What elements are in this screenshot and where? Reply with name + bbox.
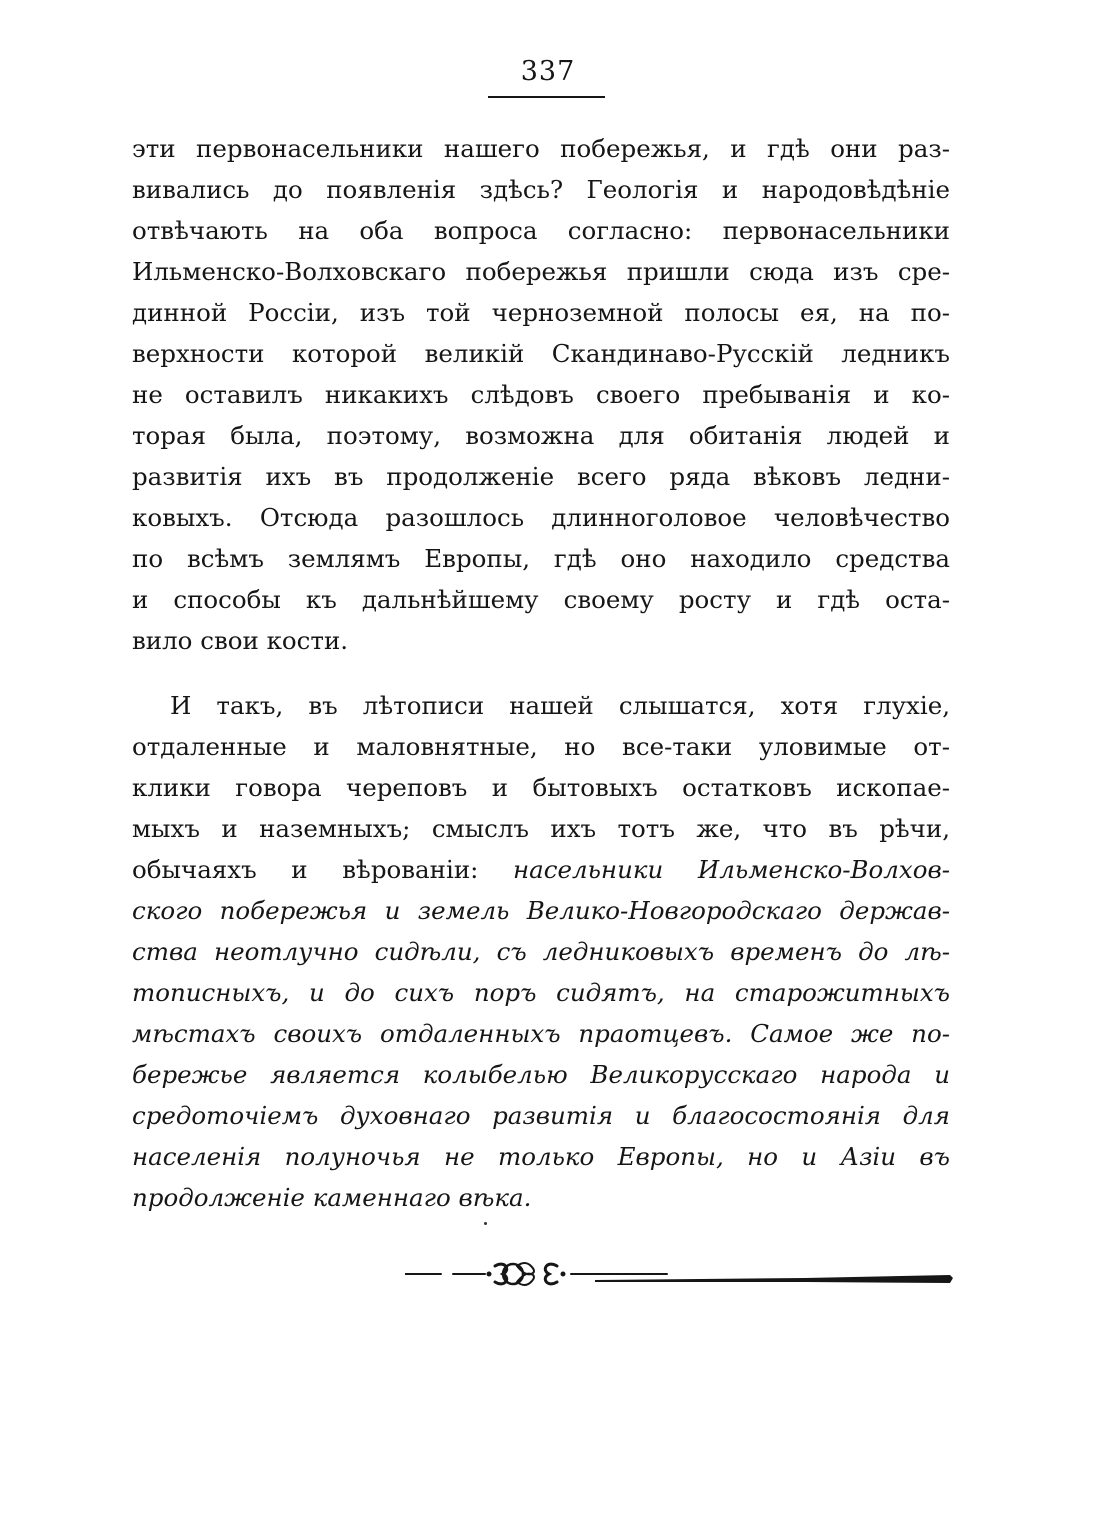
italic-segment: насельники Ильменско-Волхов- [513, 855, 950, 884]
italic-line: тописныхъ, и до сихъ поръ сидятъ, на старожитныхъ [132, 978, 950, 1007]
text-line: динной Россіи, изъ той черноземной полосы ея, на по- [132, 298, 950, 327]
italic-line: мѣстахъ своихъ отдаленныхъ праотцевъ. Самое же по- [132, 1019, 950, 1048]
text-line: ковыхъ. Отсюда разошлось длинноголовое человѣчество [132, 503, 950, 532]
italic-line: ства неотлучно сидѣли, съ ледниковыхъ временъ до лѣ- [132, 937, 950, 966]
paragraph-gap [132, 661, 950, 685]
text-line: вило свои кости. [132, 626, 349, 655]
text-line: клики говора череповъ и бытовыхъ остатковъ ископае- [132, 773, 950, 802]
italic-line: ского побережья и земель Велико-Новгородскаго держав- [132, 896, 950, 925]
text-line-mixed [132, 849, 950, 890]
text-line: отвѣчають на оба вопроса согласно: первонасельники [132, 216, 950, 245]
italic-line: продолженіе каменнаго вѣка. [132, 1183, 532, 1212]
roman-segment: обычаяхъ и вѣрованіи: [132, 855, 514, 884]
text-line: верхности которой великій Скандинаво-Русскій ледникъ [132, 339, 950, 368]
text-line: мыхъ и наземныхъ; смыслъ ихъ тотъ же, что въ рѣчи, [132, 814, 950, 843]
decorative-end-rule-icon [405, 1252, 955, 1296]
text-line: Ильменско-Волховскаго побережья пришли сюда изъ сре- [132, 257, 950, 286]
text-line: торая была, поэтому, возможна для обитанія людей и [132, 421, 950, 450]
text-line: по всѣмъ землямъ Европы, гдѣ оно находило средства [132, 544, 950, 573]
body-text [132, 128, 950, 1218]
page-number-rule [488, 96, 605, 98]
page-number: 337 [520, 56, 576, 87]
text-line: развитія ихъ въ продолженіе всего ряда вѣковъ ледни- [132, 462, 950, 491]
italic-line: средоточіемъ духовнаго развитія и благосостоянія для [132, 1101, 950, 1130]
italic-line: населенія полуночья не только Европы, но и Азіи въ [132, 1142, 950, 1171]
paragraph-2 [132, 685, 950, 1218]
italic-line: бережье является колыбелью Великорусскаго народа и [132, 1060, 950, 1089]
text-line: вивались до появленія здѣсь? Геологія и народовѣдѣніе [132, 175, 950, 204]
text-line: отдаленные и маловнятные, но все-таки уловимые от- [132, 732, 950, 761]
paragraph-1 [132, 128, 950, 661]
print-speck [484, 1222, 487, 1225]
text-line: эти первонасельники нашего побережья, и гдѣ они раз- [132, 134, 950, 163]
text-line: и способы къ дальнѣйшему своему росту и гдѣ оста- [132, 585, 950, 614]
text-line: не оставилъ никакихъ слѣдовъ своего пребыванія и ко- [132, 380, 950, 409]
text-line: И такъ, въ лѣтописи нашей слышатся, хотя глухіе, [170, 691, 950, 720]
